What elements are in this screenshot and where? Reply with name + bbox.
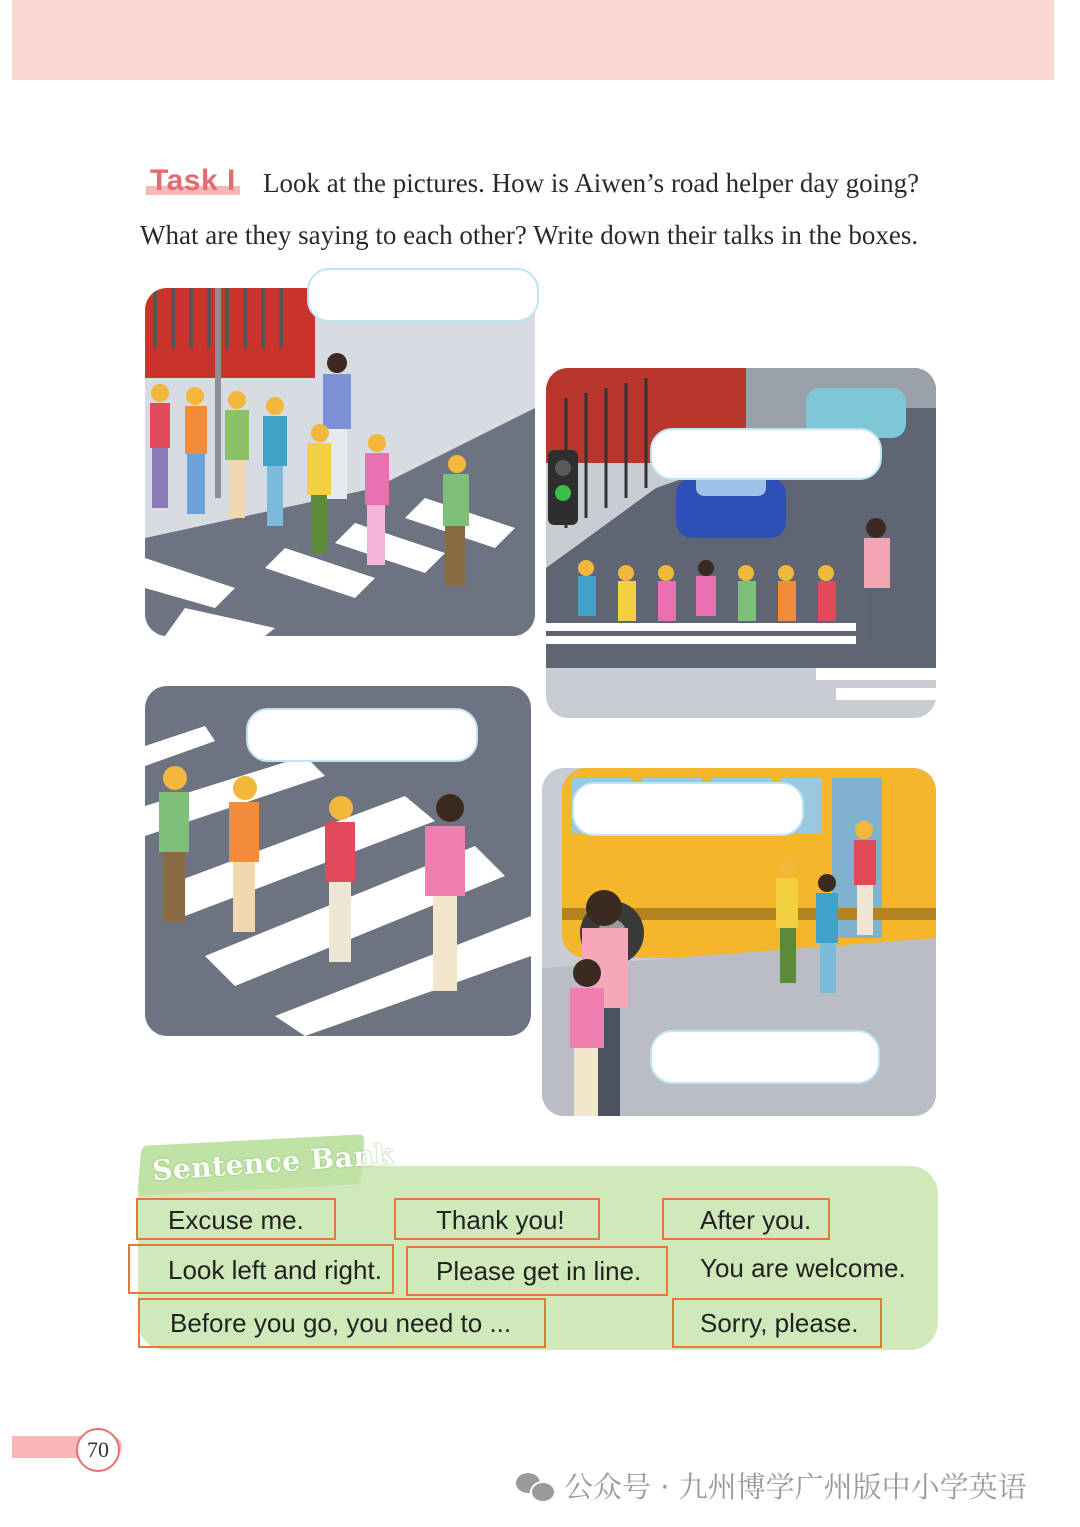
sentence-thank-you: Thank you!	[394, 1198, 600, 1240]
sentence-after-you: After you.	[662, 1198, 830, 1240]
speech-bubble-1	[307, 268, 539, 322]
illustration-panel-1	[145, 288, 535, 636]
wechat-icon	[516, 1471, 554, 1501]
sentence-get-in-line: Please get in line.	[406, 1246, 668, 1296]
page-number: 70	[76, 1428, 120, 1472]
sentence-look-left-right: Look left and right.	[128, 1244, 394, 1294]
speech-bubble-3	[246, 708, 478, 762]
instruction-line-1: Look at the pictures. How is Aiwen’s road helper day going?	[263, 168, 920, 198]
speech-bubble-2	[650, 428, 882, 480]
watermark-text: 公众号 · 九州博学广州版中小学英语	[564, 1470, 1027, 1504]
speech-bubble-4	[572, 782, 804, 836]
sentence-sorry-please: Sorry, please.	[672, 1298, 882, 1348]
speech-bubble-5	[650, 1030, 880, 1084]
task-label: Task I	[150, 164, 236, 197]
sentence-before-you-go: Before you go, you need to ...	[138, 1298, 546, 1348]
instruction-line-2: What are they saying to each other? Write down their talks in the boxes.	[140, 220, 919, 250]
header-band	[12, 0, 1054, 80]
watermark	[516, 1465, 1027, 1506]
sentence-excuse-me: Excuse me.	[136, 1198, 336, 1240]
illustration-panel-2	[546, 368, 936, 718]
sentence-bank-title: Sentence Bank	[151, 1137, 396, 1188]
sentence-you-are-welcome: You are welcome.	[700, 1253, 906, 1283]
